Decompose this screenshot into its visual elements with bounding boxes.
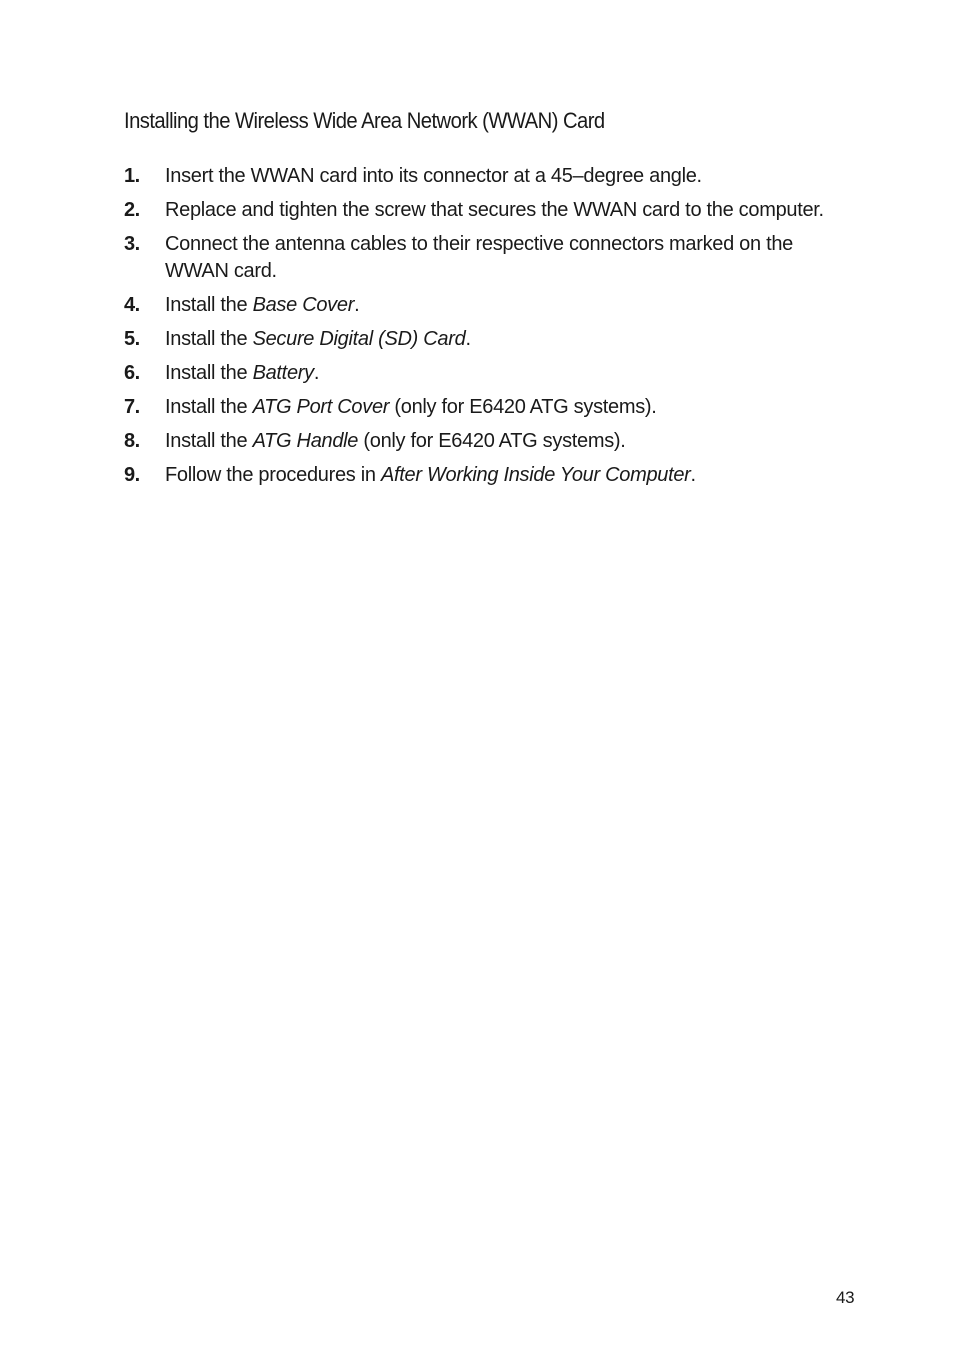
step-text xyxy=(165,360,844,387)
section-title: Installing the Wireless Wide Area Network (WWAN) Card xyxy=(124,108,605,133)
step-text-suffix: . xyxy=(313,362,320,384)
procedure-steps xyxy=(124,163,844,496)
step-1 xyxy=(124,163,844,190)
step-number: 8. xyxy=(124,430,140,452)
step-text: Insert the WWAN card into its connector at a 45–degree angle. xyxy=(165,165,702,187)
step-5 xyxy=(124,326,844,353)
step-number: 3. xyxy=(124,233,140,255)
step-text-suffix: . xyxy=(354,294,360,316)
step-text: Replace and tighten the screw that secures the WWAN card to the computer. xyxy=(165,199,824,221)
cross-reference-after-working-inside: After Working Inside Your Computer xyxy=(380,464,691,486)
step-6 xyxy=(124,360,844,387)
step-2 xyxy=(124,197,844,224)
step-text xyxy=(165,462,844,489)
cross-reference-sd-card: Secure Digital (SD) Card xyxy=(252,328,466,350)
step-7 xyxy=(124,394,844,421)
page-number: 43 xyxy=(836,1288,855,1307)
cross-reference-base-cover: Base Cover xyxy=(252,294,355,316)
step-text xyxy=(165,394,844,421)
step-text xyxy=(165,292,844,319)
step-text-prefix: Install the xyxy=(165,294,253,316)
step-number: 6. xyxy=(124,362,140,384)
step-text: Connect the antenna cables to their respective connectors marked on the WWAN card. xyxy=(165,233,793,282)
step-text-prefix: Install the xyxy=(165,396,253,418)
step-text-suffix: . xyxy=(465,328,471,350)
step-text-suffix: (only for E6420 ATG systems). xyxy=(389,396,657,418)
step-text-prefix: Follow the procedures in xyxy=(165,464,381,486)
step-9 xyxy=(124,462,844,489)
step-text-suffix: . xyxy=(690,464,696,486)
cross-reference-battery: Battery xyxy=(252,362,314,384)
cross-reference-atg-handle: ATG Handle xyxy=(252,430,359,452)
cross-reference-atg-port-cover: ATG Port Cover xyxy=(252,396,390,418)
step-text-suffix: (only for E6420 ATG systems). xyxy=(358,430,626,452)
step-text xyxy=(165,326,844,353)
step-number: 9. xyxy=(124,464,140,486)
step-4 xyxy=(124,292,844,319)
step-3 xyxy=(124,231,844,285)
step-number: 1. xyxy=(124,165,140,187)
step-text xyxy=(165,428,844,455)
step-text-prefix: Install the xyxy=(165,430,253,452)
step-text-prefix: Install the xyxy=(165,362,253,384)
step-number: 5. xyxy=(124,328,140,350)
step-8 xyxy=(124,428,844,455)
step-text-prefix: Install the xyxy=(165,328,253,350)
step-number: 2. xyxy=(124,199,140,221)
step-number: 4. xyxy=(124,294,140,316)
step-number: 7. xyxy=(124,396,140,418)
